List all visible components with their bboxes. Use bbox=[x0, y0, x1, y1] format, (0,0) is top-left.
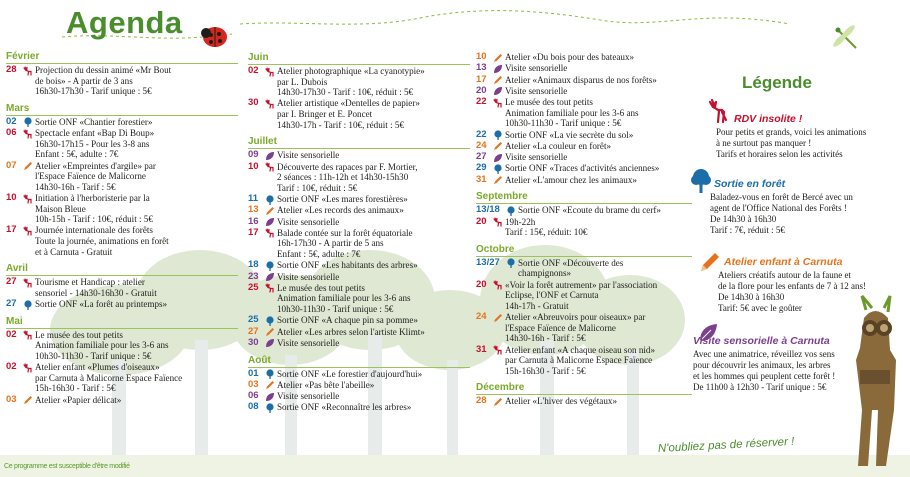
agenda-entry bbox=[248, 283, 470, 315]
ladybug-icon bbox=[198, 22, 230, 50]
entry-day: 07 bbox=[6, 159, 17, 171]
entry-text: Sortie ONF «A chaque pin sa pomme» bbox=[277, 315, 418, 326]
disclaimer-footer: Ce programme est susceptible d'être modifié bbox=[4, 463, 130, 470]
entry-day: 18 bbox=[248, 259, 259, 271]
entry-text: «Voir la forêt autrement» par l'association Eclipse, l'ONF et Carnuta 14h-17h - Gratuit bbox=[505, 279, 658, 311]
entry-day: 13/18 bbox=[476, 204, 500, 216]
entry-text: Atelier «Abreuvoirs pour oiseaux» par l'Espace Faïence de Malicorne 14h30-16h - Tarif : 5€ bbox=[505, 312, 646, 344]
month-heading: Décembre bbox=[476, 382, 692, 395]
agenda-entry bbox=[6, 395, 238, 406]
agenda-entry bbox=[476, 205, 692, 216]
leaf-icon bbox=[265, 217, 275, 227]
entry-day: 13/27 bbox=[476, 256, 500, 268]
entry-day: 23 bbox=[248, 270, 259, 282]
entry-day: 08 bbox=[248, 401, 259, 413]
month-heading: Mars bbox=[6, 103, 238, 116]
tree-icon bbox=[493, 164, 503, 174]
entry-text: Atelier «Du bois pour des bateaux» bbox=[505, 52, 635, 62]
agenda-entry bbox=[476, 63, 692, 74]
entry-day: 22 bbox=[476, 128, 487, 140]
entry-day: 22 bbox=[476, 96, 487, 108]
entry-text: Visite sensorielle bbox=[277, 337, 340, 348]
tree-icon bbox=[23, 117, 33, 127]
agenda-entry bbox=[476, 175, 692, 186]
leaf-icon bbox=[265, 272, 275, 282]
entry-text: Sortie ONF «Traces d'activités anciennes» bbox=[505, 163, 660, 174]
legend-atelier-text: Ateliers créatifs autour de la faune et de la flore pour les enfants de 7 à 12 ans! De 14h30 à 16h30 Tarif: 5€ avec le goûter bbox=[718, 270, 866, 313]
tree-icon bbox=[506, 258, 516, 268]
entry-text: Tourisme et Handicap : atelier sensoriel - 14h30-16h30 - Gratuit bbox=[35, 277, 157, 298]
entry-text: Atelier photographique «La cyanotypie» par L. Dubois 14h30-17h30 - Tarif : 10€, réduit : 5€ bbox=[277, 66, 425, 98]
month-section bbox=[248, 355, 470, 413]
agenda-entry bbox=[6, 330, 238, 362]
agenda-entry bbox=[248, 98, 470, 130]
deer-icon bbox=[265, 99, 275, 109]
entry-text: Sortie ONF «Ecoute du brame du cerf» bbox=[518, 205, 661, 216]
agenda-entry bbox=[476, 280, 692, 312]
entry-day: 27 bbox=[6, 276, 17, 288]
tree-icon bbox=[265, 261, 275, 271]
month-section bbox=[6, 263, 238, 309]
tree-icon bbox=[23, 300, 33, 310]
entry-text: Atelier «Papier délicat» bbox=[35, 394, 122, 405]
agenda-entry bbox=[476, 345, 692, 377]
agenda-entry bbox=[248, 150, 470, 161]
leaf-icon bbox=[265, 392, 275, 402]
deer-icon bbox=[493, 98, 503, 108]
deer-icon bbox=[23, 129, 33, 139]
entry-day: 31 bbox=[476, 173, 487, 185]
agenda-entry bbox=[476, 130, 692, 141]
pencil-icon bbox=[493, 175, 503, 185]
entry-text: Visite sensorielle bbox=[505, 85, 568, 96]
agenda-entry bbox=[476, 217, 692, 238]
legend-atelier-label: Atelier enfant à Carnuta bbox=[724, 256, 843, 268]
agenda-entry bbox=[476, 52, 692, 63]
entry-text: Visite sensorielle bbox=[277, 150, 340, 161]
entry-text: Atelier «Empreintes d'argile» par l'Espace Faïence de Malicorne 14h30-16h - Tarif : 5€ bbox=[35, 160, 156, 192]
agenda-entry bbox=[248, 162, 470, 194]
entry-day: 20 bbox=[476, 84, 487, 96]
reserve-reminder: N'oubliez pas de réserver ! bbox=[657, 435, 795, 455]
month-section bbox=[6, 316, 238, 406]
entry-text: Projection du dessin animé «Mr Bout de bois» - A partir de 3 ans 16h30-17h30 - Tarif unique : 5€ bbox=[35, 65, 172, 97]
pencil-icon bbox=[493, 141, 503, 151]
entry-day: 17 bbox=[6, 224, 17, 236]
entry-day: 03 bbox=[6, 393, 17, 405]
entry-text: Journée internationale des forêts Toute la journée, animations en forêt et à Carnuta - Gratuit bbox=[35, 225, 169, 257]
agenda-entry bbox=[476, 258, 692, 279]
entry-day: 03 bbox=[248, 378, 259, 390]
agenda-entry bbox=[476, 75, 692, 86]
agenda-entry bbox=[248, 327, 470, 338]
legend-title: Légende bbox=[742, 73, 812, 92]
entry-day: 10 bbox=[248, 160, 259, 172]
entry-text: Spectacle enfant «Bap Di Boup» 16h30-17h15 - Pour les 3-8 ans Enfant : 5€, adulte : 7€ bbox=[35, 128, 155, 160]
entry-day: 11 bbox=[248, 193, 259, 204]
entry-text: Découverte des rapaces par F. Mortier, 2 séances : 11h-12h et 14h30-15h30 Tarif : 10€, réduit : 5€ bbox=[277, 161, 418, 193]
entry-day: 27 bbox=[476, 151, 487, 163]
agenda-entry bbox=[476, 86, 692, 97]
deer-icon bbox=[493, 345, 503, 355]
entry-day: 31 bbox=[476, 343, 487, 355]
month-heading: Juin bbox=[248, 52, 470, 65]
entry-day: 06 bbox=[248, 390, 259, 402]
entry-day: 28 bbox=[6, 64, 17, 75]
agenda-entry bbox=[248, 369, 470, 380]
tree-icon bbox=[265, 316, 275, 326]
entry-text: Visite sensorielle bbox=[505, 152, 568, 163]
agenda-entry bbox=[476, 163, 692, 174]
entry-day: 24 bbox=[476, 139, 487, 151]
entry-text: Le musée des tout petits Animation familiale pour les 3-6 ans 10h30-11h30 - Tarif unique : 5€ bbox=[277, 282, 411, 315]
entry-text: Le musée des tout petits Animation familiale pour les 3-6 ans 10h30-11h30 - Tarif unique : 5€ bbox=[35, 329, 169, 361]
tree-icon bbox=[506, 206, 516, 216]
entry-text: Atelier «Animaux disparus de nos forêts» bbox=[505, 74, 657, 85]
month-section bbox=[476, 52, 692, 185]
entry-text: Visite sensorielle bbox=[277, 271, 340, 282]
pencil-icon bbox=[493, 397, 503, 407]
entry-day: 02 bbox=[6, 361, 17, 373]
month-section bbox=[248, 52, 470, 130]
entry-day: 25 bbox=[248, 314, 259, 326]
entry-text: Atelier enfant «A chaque oiseau son nid» par Carnuta à Malicorne Espace Faïence 15h-16h30 - Tarif : 5€ bbox=[505, 344, 656, 376]
agenda-column-3 bbox=[476, 52, 692, 408]
entry-text: Balade contée sur la forêt équatoriale 16h-17h30 - A partir de 5 ans Enfant : 5€, adulte : 7€ bbox=[277, 227, 413, 260]
entry-day: 27 bbox=[248, 325, 259, 337]
entry-day: 16 bbox=[248, 215, 259, 227]
deer-icon bbox=[265, 67, 275, 77]
entry-text: Sortie ONF «Le forestier d'aujourd'hui» bbox=[277, 368, 423, 379]
month-heading: Mai bbox=[6, 316, 238, 329]
agenda-entry bbox=[6, 65, 238, 97]
entry-text: Le musée des tout petits Animation familiale pour les 3-6 ans 10h30-11h30 - Tarif unique : 5€ bbox=[505, 97, 639, 129]
agenda-entry bbox=[6, 225, 238, 257]
entry-text: Sortie ONF «Les mares forestières» bbox=[277, 194, 408, 204]
entry-day: 02 bbox=[6, 115, 17, 127]
month-heading: Août bbox=[248, 355, 470, 368]
entry-text: Atelier «L'hiver des végétaux» bbox=[505, 396, 617, 407]
legend-onf-text: Baladez-vous en forêt de Bercé avec un agent de l'Office National des Forêts ! De 14h30 à 16h30 Tarif : 7€, réduit : 5€ bbox=[710, 192, 853, 235]
tree-icon bbox=[688, 168, 714, 194]
agenda-title: Agenda bbox=[66, 5, 183, 40]
agenda-entry bbox=[476, 396, 692, 407]
deer-icon bbox=[23, 278, 33, 288]
agenda-entry bbox=[476, 152, 692, 163]
agenda-entry bbox=[6, 362, 238, 394]
entry-text: Atelier enfant «Plumes d'oiseaux» par Carnuta à Malicorne Espace Faïence 15h-16h30 - Tarif : 5€ bbox=[35, 362, 183, 394]
entry-day: 30 bbox=[248, 97, 259, 109]
agenda-entry bbox=[6, 161, 238, 193]
legend-insolite-text: Pour petits et grands, voici les animations à ne surtout pas manquer ! Tarifs et horaires selon les activités bbox=[716, 127, 867, 159]
entry-text: 19h-22h Tarif : 15€, réduit: 10€ bbox=[505, 216, 588, 238]
agenda-entry bbox=[248, 217, 470, 228]
entry-text: Sortie ONF «La vie secrète du sol» bbox=[505, 129, 634, 140]
tree-icon bbox=[265, 195, 275, 205]
agenda-entry bbox=[476, 312, 692, 344]
tree-icon bbox=[493, 130, 503, 140]
deer-icon bbox=[23, 226, 33, 236]
entry-text: Sortie ONF «La forêt au printemps» bbox=[35, 299, 168, 310]
agenda-entry bbox=[248, 194, 470, 205]
entry-day: 01 bbox=[248, 367, 259, 379]
agenda-entry bbox=[6, 193, 238, 225]
entry-day: 28 bbox=[476, 395, 487, 407]
legend-insolite-label: RDV insolite ! bbox=[734, 113, 803, 125]
entry-day: 06 bbox=[6, 127, 17, 139]
entry-text: Visite sensorielle bbox=[505, 63, 568, 74]
month-section bbox=[476, 191, 692, 237]
month-heading: Septembre bbox=[476, 191, 692, 204]
month-heading: Février bbox=[6, 51, 238, 64]
agenda-entry bbox=[248, 228, 470, 260]
month-heading: Octobre bbox=[476, 244, 692, 257]
entry-day: 09 bbox=[248, 149, 259, 161]
deer-icon bbox=[493, 217, 503, 227]
month-section bbox=[6, 51, 238, 97]
month-section bbox=[476, 382, 692, 407]
agenda-entry bbox=[248, 260, 470, 271]
agenda-column-2 bbox=[248, 52, 470, 414]
entry-text: Visite sensorielle bbox=[277, 216, 340, 227]
deer-icon bbox=[23, 66, 33, 76]
leaf-icon bbox=[265, 151, 275, 161]
leaf-icon bbox=[493, 64, 503, 74]
entry-day: 24 bbox=[476, 311, 487, 323]
leaf-icon bbox=[265, 338, 275, 348]
entry-day: 17 bbox=[248, 226, 259, 238]
month-heading: Juillet bbox=[248, 136, 470, 149]
agenda-entry bbox=[6, 128, 238, 160]
legend-insolite bbox=[716, 113, 906, 160]
entry-text: Atelier «Les arbres selon l'artiste Klimt» bbox=[277, 326, 425, 337]
deer-icon bbox=[23, 194, 33, 204]
entry-day: 13 bbox=[476, 62, 487, 74]
legend-onf bbox=[710, 178, 908, 236]
leaf-icon bbox=[493, 153, 503, 163]
leaf-icon bbox=[493, 86, 503, 96]
agenda-entry bbox=[6, 299, 238, 310]
agenda-entry bbox=[476, 141, 692, 152]
pencil-icon bbox=[493, 53, 503, 63]
entry-text: Sortie ONF «Chantier forestier» bbox=[35, 116, 153, 127]
entry-text: Atelier «Pas bête l'abeille» bbox=[277, 379, 375, 390]
entry-text: Sortie ONF «Les habitants des arbres» bbox=[277, 260, 418, 271]
agenda-column-1 bbox=[6, 51, 238, 406]
month-section bbox=[476, 244, 692, 377]
agenda-entry bbox=[6, 117, 238, 128]
agenda-entry bbox=[248, 402, 470, 413]
entry-day: 10 bbox=[6, 192, 17, 203]
agenda-entry bbox=[248, 205, 470, 216]
pencil-icon bbox=[493, 313, 503, 323]
entry-day: 20 bbox=[476, 278, 487, 290]
agenda-entry bbox=[248, 391, 470, 402]
deer-icon bbox=[23, 330, 33, 340]
entry-day: 17 bbox=[476, 73, 487, 85]
entry-day: 10 bbox=[476, 51, 487, 62]
pencil-icon bbox=[493, 75, 503, 85]
month-heading: Avril bbox=[6, 263, 238, 276]
agenda-entry bbox=[6, 277, 238, 298]
entry-text: Atelier artistique «Dentelles de papier» par I. Bringer et E. Poncet 14h30-17h - Tarif : 10€, réduit : 5€ bbox=[277, 98, 420, 130]
legend-visite-text: Avec une animatrice, réveillez vos sens pour découvrir les animaux, les arbres et les hommes qui peuplent cette forêt ! De 11h00 à 12h30 - Tarif unique : 5€ bbox=[693, 349, 836, 392]
pencil-icon bbox=[265, 206, 275, 216]
pencil-icon bbox=[23, 161, 33, 171]
entry-text: Sortie ONF «Découverte des champignons» bbox=[518, 257, 624, 279]
tree-icon bbox=[265, 403, 275, 413]
entry-day: 02 bbox=[248, 65, 259, 76]
agenda-entry bbox=[248, 272, 470, 283]
deer-icon bbox=[493, 280, 503, 290]
pencil-icon bbox=[23, 395, 33, 405]
month-section bbox=[6, 103, 238, 257]
entry-day: 20 bbox=[476, 215, 487, 227]
entry-day: 27 bbox=[6, 298, 17, 310]
agenda-entry bbox=[476, 97, 692, 129]
tree-icon bbox=[265, 369, 275, 379]
entry-day: 25 bbox=[248, 281, 259, 293]
entry-day: 13 bbox=[248, 204, 259, 216]
agenda-entry bbox=[248, 66, 470, 98]
pencil-icon bbox=[265, 327, 275, 337]
deer-icon bbox=[23, 363, 33, 373]
entry-day: 02 bbox=[6, 328, 17, 340]
legend-onf-label: Sortie en forêt bbox=[714, 178, 786, 190]
entry-day: 29 bbox=[476, 162, 487, 174]
agenda-entry bbox=[248, 315, 470, 326]
entry-text: Visite sensorielle bbox=[277, 391, 340, 402]
month-section bbox=[248, 136, 470, 348]
legend-visite-label: Visite sensorielle à Carnuta bbox=[693, 335, 830, 347]
entry-text: Sortie ONF «Reconnaître les arbres» bbox=[277, 402, 412, 413]
entry-text: Atelier «La couleur en forêt» bbox=[505, 140, 612, 151]
entry-text: Atelier «L'amour chez les animaux» bbox=[505, 174, 637, 185]
entry-text: Initiation à l'herboristerie par la Maison Bleue 10h-15h - Tarif : 10€, réduit : 5€ bbox=[35, 193, 153, 225]
pencil-icon bbox=[265, 380, 275, 390]
dragonfly-icon bbox=[830, 22, 864, 56]
entry-text: Atelier «Les records des animaux» bbox=[277, 205, 404, 216]
deer-icon bbox=[265, 228, 275, 238]
deer-icon bbox=[265, 162, 275, 172]
entry-day: 30 bbox=[248, 336, 259, 348]
agenda-entry bbox=[248, 380, 470, 391]
wooden-figure-illustration bbox=[842, 290, 908, 470]
deer-icon bbox=[265, 283, 275, 293]
agenda-entry bbox=[248, 338, 470, 349]
